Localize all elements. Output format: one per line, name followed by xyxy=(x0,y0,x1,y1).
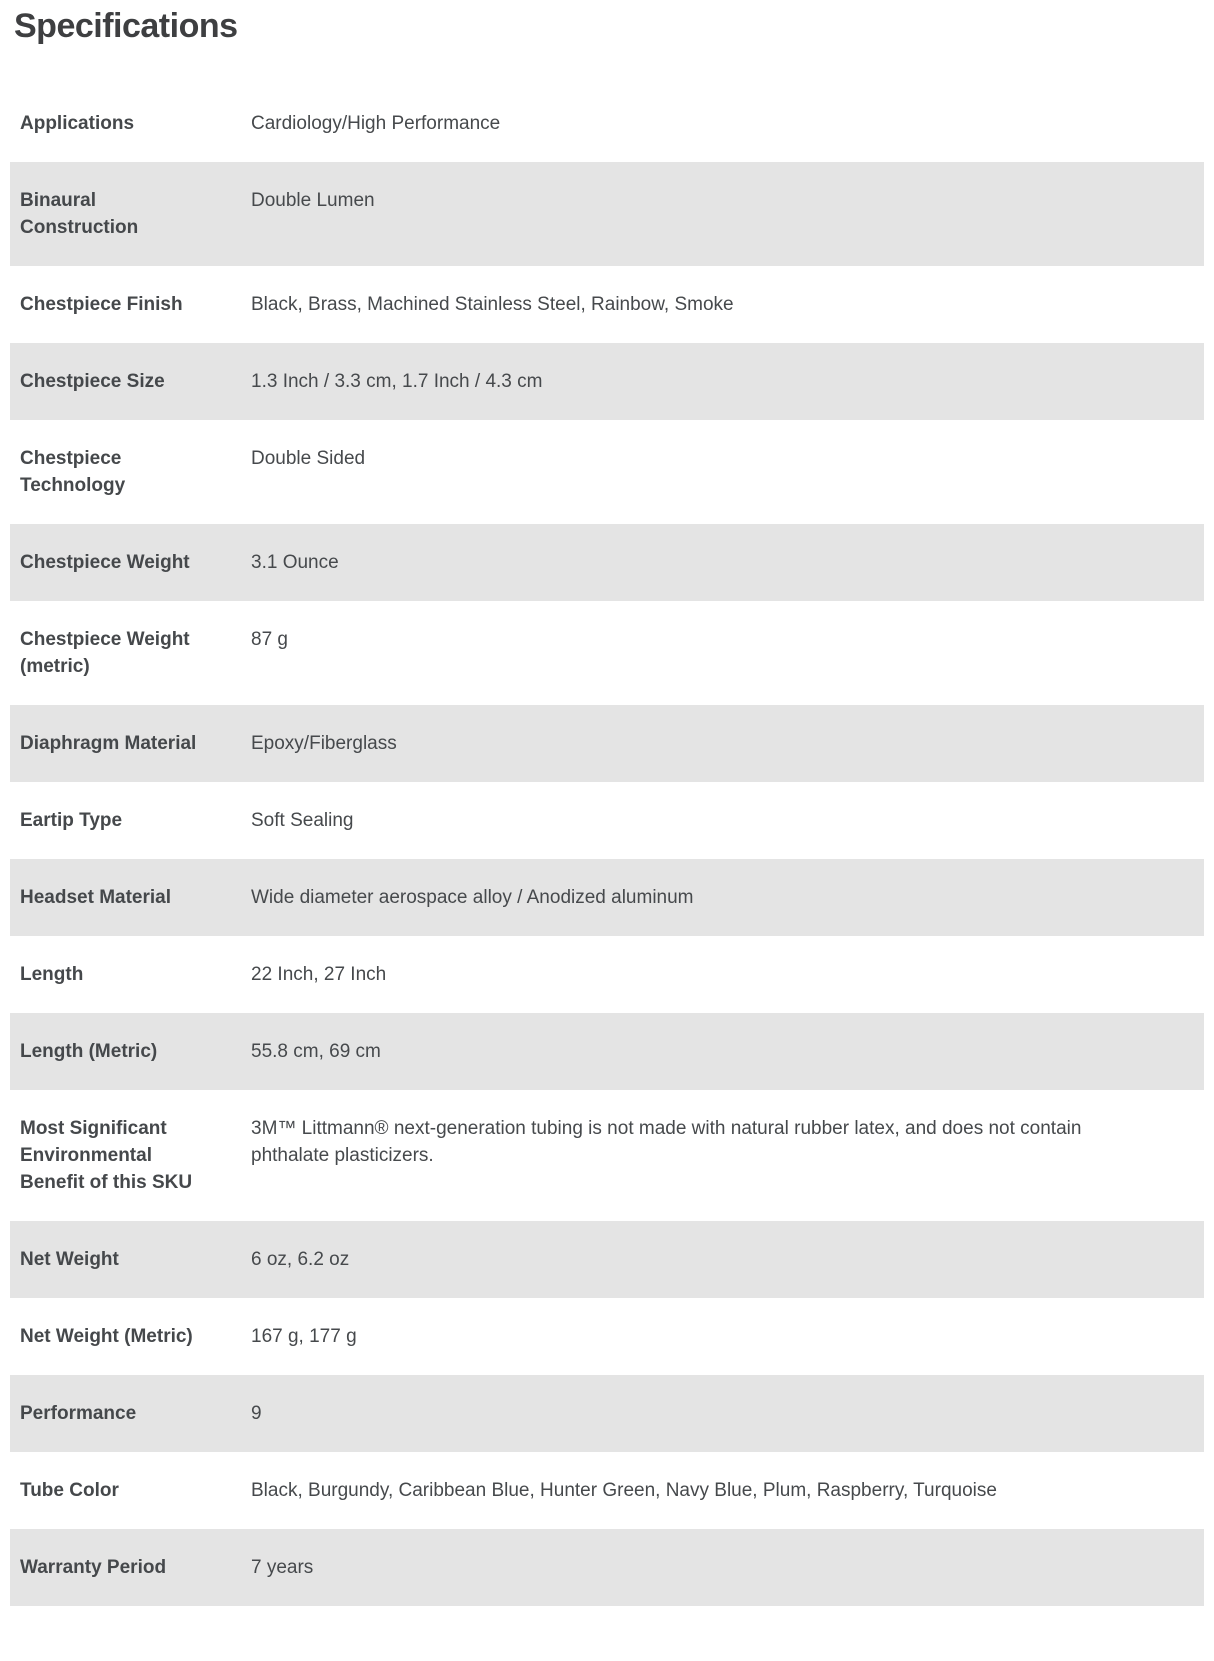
spec-label: Applications xyxy=(20,113,135,134)
spec-value: Wide diameter aerospace alloy / Anodized aluminum xyxy=(251,887,694,908)
spec-row xyxy=(10,343,1204,420)
spec-label: Headset Material xyxy=(20,887,172,908)
spec-row xyxy=(10,1298,1204,1375)
spec-row xyxy=(10,705,1204,782)
spec-row xyxy=(10,1452,1204,1529)
spec-label: Most Significant Environmental Benefit of this SKU xyxy=(20,1118,193,1193)
spec-value: 3M™ Littmann® next-generation tubing is not made with natural rubber latex, and does not contain phthalate plasticizers. xyxy=(251,1118,1082,1166)
spec-row xyxy=(10,1375,1204,1452)
spec-label: Warranty Period xyxy=(20,1557,167,1578)
spec-label: Performance xyxy=(20,1403,137,1424)
spec-label: Length (Metric) xyxy=(20,1041,158,1062)
spec-label: Binaural Construction xyxy=(20,190,139,238)
spec-label: Tube Color xyxy=(20,1480,119,1501)
spec-value: 87 g xyxy=(251,629,288,650)
spec-row xyxy=(10,85,1204,162)
spec-value: Black, Burgundy, Caribbean Blue, Hunter Green, Navy Blue, Plum, Raspberry, Turquoise xyxy=(251,1480,997,1501)
spec-value: 6 oz, 6.2 oz xyxy=(251,1249,350,1270)
spec-value: Cardiology/High Performance xyxy=(251,113,501,134)
spec-row xyxy=(10,524,1204,601)
spec-label: Eartip Type xyxy=(20,810,123,831)
spec-label: Chestpiece Finish xyxy=(20,294,183,315)
spec-row xyxy=(10,936,1204,1013)
spec-value: 7 years xyxy=(251,1557,314,1578)
spec-row xyxy=(10,1529,1204,1606)
spec-value: 22 Inch, 27 Inch xyxy=(251,964,387,985)
spec-label: Chestpiece Technology xyxy=(20,448,126,496)
spec-label: Chestpiece Weight xyxy=(20,552,190,573)
spec-value: 167 g, 177 g xyxy=(251,1326,357,1347)
spec-value: 1.3 Inch / 3.3 cm, 1.7 Inch / 4.3 cm xyxy=(251,371,543,392)
page-title: Specifications xyxy=(14,7,238,45)
spec-label: Chestpiece Size xyxy=(20,371,165,392)
spec-value: Double Sided xyxy=(251,448,366,469)
spec-row xyxy=(10,1013,1204,1090)
spec-label: Diaphragm Material xyxy=(20,733,197,754)
spec-label: Length xyxy=(20,964,84,985)
spec-value: Soft Sealing xyxy=(251,810,354,831)
spec-row xyxy=(10,601,1204,705)
spec-label: Net Weight xyxy=(20,1249,119,1270)
specifications-table xyxy=(10,85,1204,1606)
spec-row xyxy=(10,266,1204,343)
spec-row xyxy=(10,782,1204,859)
spec-value: 3.1 Ounce xyxy=(251,552,339,573)
spec-value: Double Lumen xyxy=(251,190,375,211)
spec-row xyxy=(10,1221,1204,1298)
spec-row xyxy=(10,420,1204,524)
spec-label: Net Weight (Metric) xyxy=(20,1326,193,1347)
spec-row xyxy=(10,1090,1204,1221)
spec-row xyxy=(10,859,1204,936)
spec-value: Black, Brass, Machined Stainless Steel, Rainbow, Smoke xyxy=(251,294,734,315)
spec-label: Chestpiece Weight (metric) xyxy=(20,629,190,677)
spec-value: Epoxy/Fiberglass xyxy=(251,733,397,754)
spec-value: 55.8 cm, 69 cm xyxy=(251,1041,381,1062)
spec-value: 9 xyxy=(251,1403,262,1424)
spec-row xyxy=(10,162,1204,266)
